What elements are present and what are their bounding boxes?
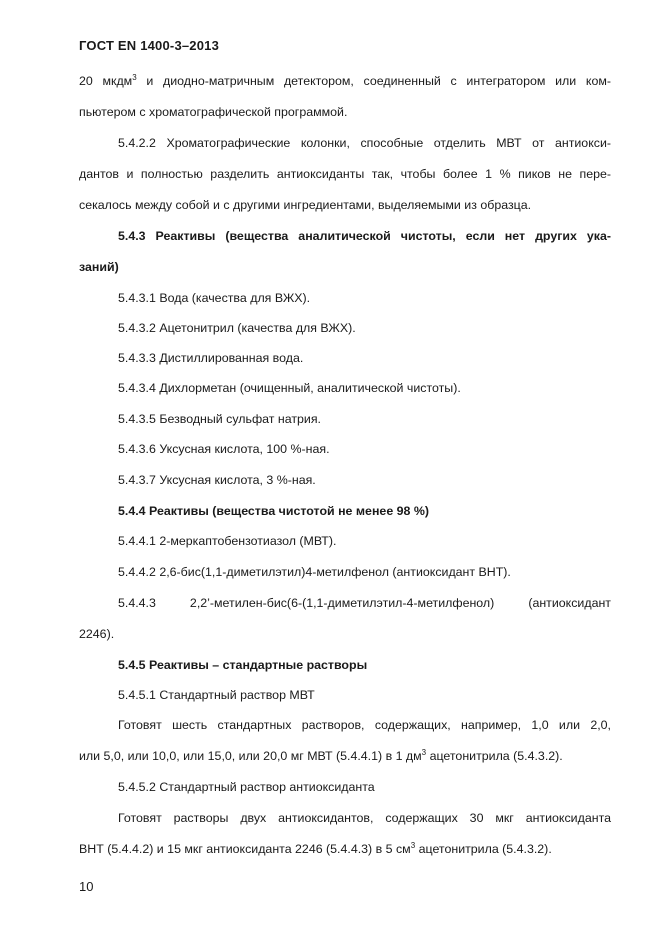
section-heading: 5.4.3 Реактивы (вещества аналитической чистоты, если нет других ука- (118, 229, 611, 243)
text-line: ВНТ (5.4.4.2) и 15 мкг антиоксиданта 2246 (5.4.4.3) в 5 $см^3$ ацетонитрила (5.4.3.2). (79, 840, 552, 856)
section-heading: 5.4.4 Реактивы (вещества чистотой не менее 98 %) (118, 504, 430, 518)
text-line: дантов и полностью разделить антиоксиданты так, чтобы более 1 % пиков не пере- (79, 167, 611, 181)
text-line: 5.4.4.2 2,6-бис(1,1-диметилэтил)4-метилфенол (антиоксидант ВНТ). (118, 565, 511, 579)
text-line: 5.4.3.6 Уксусная кислота, 100 %-ная. (118, 442, 330, 456)
text-line: пьютером с хроматографической программой. (79, 105, 348, 119)
text-line: или 5,0, или 10,0, или 15,0, или 20,0 мг МВТ (5.4.4.1) в 1 $дм^3$ ацетонитрила (5.4.3.2). (79, 747, 563, 763)
text-line: 5.4.3.5 Безводный сульфат натрия. (118, 412, 322, 426)
text-line: 5.4.3.2 Ацетонитрил (качества для ВЖХ). (118, 321, 356, 335)
text-line: 5.4.3.1 Вода (качества для ВЖХ). (118, 291, 311, 305)
text-line: секалось между собой и с другими ингредиентами, выделяемыми из образца. (79, 198, 532, 212)
text-line: 5.4.4.1 2-меркаптобензотиазол (МВТ). (118, 534, 337, 548)
text-line: 5.4.3.3 Дистиллированная вода. (118, 351, 304, 365)
text-line: 5.4.5.2 Стандартный раствор антиоксиданта (118, 780, 375, 794)
page-number: 10 (79, 879, 94, 894)
document-header: ГОСТ EN 1400-3–2013 (79, 38, 220, 53)
text-line: 2246). (79, 627, 115, 641)
text-line: 5.4.3.4 Дихлорметан (очищенный, аналитической чистоты). (118, 381, 461, 395)
text-line: Готовят растворы двух антиоксидантов, содержащих 30 мкг антиоксиданта (118, 811, 611, 825)
section-heading: 5.4.5 Реактивы – стандартные растворы (118, 658, 368, 672)
text-line: 5.4.5.1 Стандартный раствор МВТ (118, 688, 315, 702)
text-line: 5.4.3.7 Уксусная кислота, 3 %-ная. (118, 473, 316, 487)
text-line: Готовят шесть стандартных растворов, содержащих, например, 1,0 или 2,0, (118, 718, 611, 732)
text-line: 5.4.4.3 2,2’-метилен-бис(6-(1,1-диметилэтил-4-метилфенол) (антиоксидант (118, 596, 611, 610)
text-line: 20 мкдм$^3$ и диодно-матричным детектором, соединенный с интегратором или ком- (79, 72, 611, 88)
section-heading: заний) (79, 260, 119, 274)
text-line: 5.4.2.2 Хроматографические колонки, способные отделить МВТ от антиокси- (118, 136, 611, 150)
